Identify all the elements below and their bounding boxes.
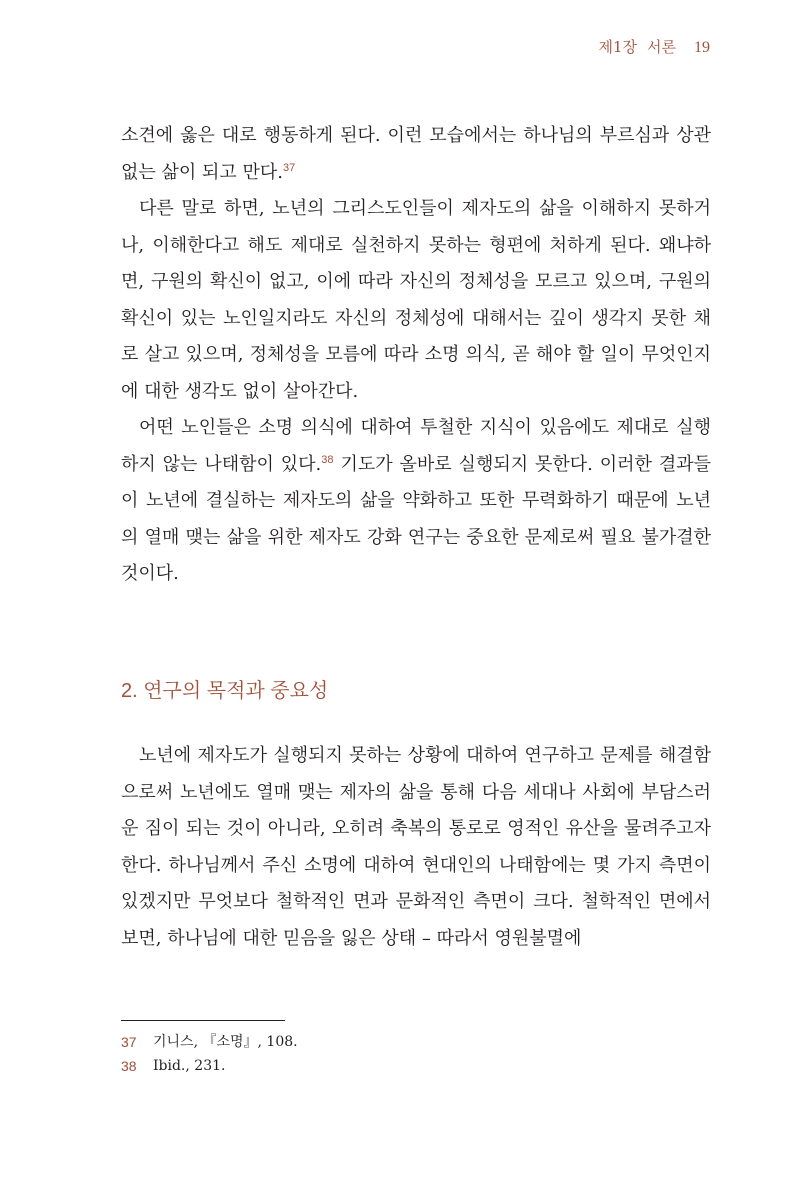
paragraph: 다른 말로 하면, 노년의 그리스도인들이 제자도의 삶을 이해하지 못하거나, 이해한다고 해도 제대로 실천하지 못하는 형편에 처하게 된다. 왜냐하면, 구원의 확신이 없고, 이에 따라 자신의 정체성을 모르고 있으며, 구원의 확신이 있는 노인일지라도 자신의 정체성에 대해서는 깊이 생각지 못한 채로 살고 있으며, 정체성을 모름에 따라 소명 의식, 곧 해야 할 일이 무엇인지에 대한 생각도 없이 살아간다.: [121, 198, 711, 402]
footnote-number: 37: [121, 1034, 137, 1050]
paragraph: [121, 118, 711, 191]
paragraph: [121, 410, 711, 593]
footnote-ref-38[interactable]: 38: [321, 453, 334, 466]
footnote-38: [121, 1054, 711, 1078]
footnote-number: 38: [121, 1058, 137, 1074]
paragraph-text: 어떤 노인들은 소명 의식에 대하여 투철한 지식이 있음에도 제대로 실행하지 않는 나태함이 있다.: [121, 417, 711, 475]
section-heading: 2. 연구의 목적과 중요성: [121, 680, 329, 702]
paragraph-text: 소견에 옳은 대로 행동하게 된다. 이런 모습에서는 하나님의 부르심과 상관없는 삶이 되고 만다.: [121, 125, 711, 183]
footnotes: [121, 1030, 711, 1078]
chapter-label: 제1장: [598, 38, 638, 56]
running-header: [598, 36, 710, 57]
chapter-title: 서론: [647, 38, 676, 56]
footnote-text: 기니스, 『소명』, 108.: [153, 1034, 298, 1050]
paragraph: 노년에 제자도가 실행되지 못하는 상황에 대하여 연구하고 문제를 해결함으로써 노년에도 열매 맺는 제자의 삶을 통해 다음 세대나 사회에 부담스러운 짐이 되는 것이 아니라, 오히려 축복의 통로로 영적인 유산을 물려주고자 한다. 하나님께서 주신 소명에 대하여 현대인의 나태함에는 몇 가지 측면이 있겠지만 무엇보다 철학적인 면과 문화적인 측면이 크다. 철학적인 면에서 보면, 하나님에 대한 믿음을 잃은 상태 – 따라서 영원불멸에: [121, 745, 711, 949]
footnote-divider: [121, 1020, 285, 1021]
page-number: 19: [694, 39, 710, 56]
footnote-text: Ibid., 231.: [153, 1058, 226, 1074]
body-text-lower: [121, 738, 711, 957]
paragraph-text: 기도가 올바로 실행되지 못한다. 이러한 결과들이 노년에 결실하는 제자도의 삶을 약화하고 또한 무력화하기 때문에 노년의 열매 맺는 삶을 위한 제자도 강화 연구는 중요한 문제로써 필요 불가결한 것이다.: [121, 453, 711, 584]
footnote-ref-37[interactable]: 37: [283, 161, 296, 174]
footnote-37: [121, 1030, 711, 1054]
body-text-upper: [121, 118, 711, 593]
